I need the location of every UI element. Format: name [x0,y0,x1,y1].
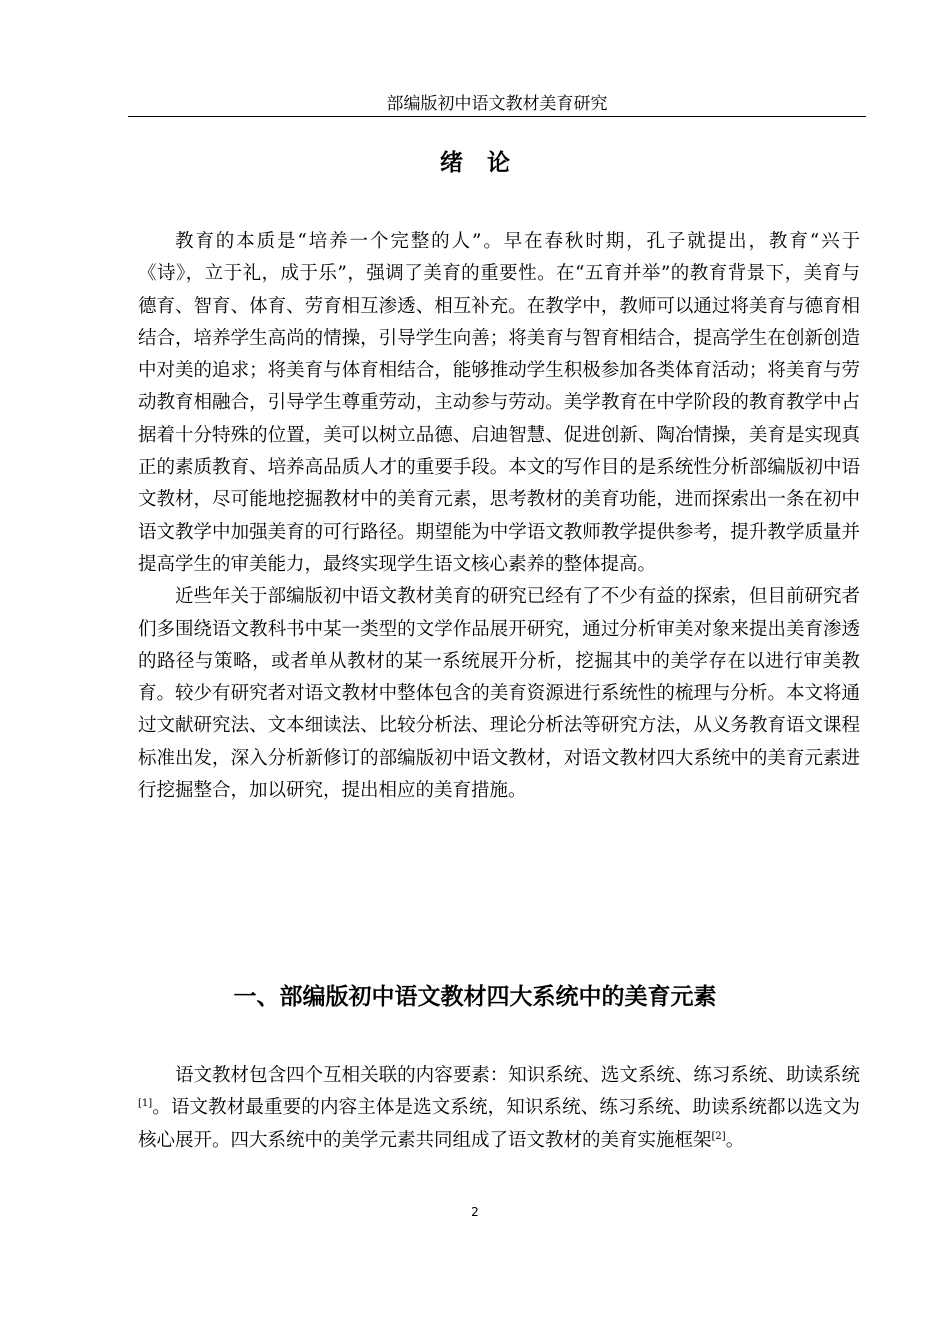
introduction-paragraph-2: 近些年关于部编版初中语文教材美育的研究已经有了不少有益的探索，但目前研究者们多围绕语文教科书中某一类型的文学作品展开研究，通过分析审美对象来提出美育渗透的路径与策略，或者单从教材的某一系统展开分析，挖掘其中的美学存在以进行审美教育。较少有研究者对语文教材中整体包含的美育资源进行系统性的梳理与分析。本文将通过文献研究法、文本细读法、比较分析法、理论分析法等研究方法，从义务教育语文课程标准出发，深入分析新修订的部编版初中语文教材，对语文教材四大系统中的美育元素进行挖掘整合，加以研究，提出相应的美育措施。 [138,586,860,802]
citation-ref-2: [2] [711,1130,726,1142]
introduction-body [138,226,860,807]
section-1-paragraph-1 [138,1060,860,1157]
paragraph-text: 语文教材包含四个互相关联的内容要素：知识系统、选文系统、练习系统、助读系统 [175,1065,860,1086]
paragraph-text: 。 [725,1129,745,1151]
running-header: 部编版初中语文教材美育研究 [128,92,866,117]
section-1-heading: 一、部编版初中语文教材四大系统中的美育元素 [233,984,717,1010]
citation-ref-1: [1] [138,1098,153,1110]
section-1-body [138,1060,860,1157]
introduction-title: 绪论 [440,150,534,176]
paragraph-text: 。语文教材最重要的内容主体是选文系统，知识系统、练习系统、助读系统都以选文为核心展开。四大系统中的美学元素共同组成了语文教材的美育实施框架 [138,1097,860,1151]
introduction-paragraph-1: 教育的本质是“培养一个完整的人”。早在春秋时期，孔子就提出，教育“兴于《诗》，立于礼，成于乐”，强调了美育的重要性。在“五育并举”的教育背景下，美育与德育、智育、体育、劳育相互渗透、相互补充。在教学中，教师可以通过将美育与德育相结合，培养学生高尚的情操，引导学生向善；将美育与智育相结合，提高学生在创新创造中对美的追求；将美育与体育相结合，能够推动学生积极参加各类体育活动；将美育与劳动教育相融合，引导学生尊重劳动，主动参与劳动。美学教育在中学阶段的教育教学中占据着十分特殊的位置，美可以树立品德、启迪智慧、促进创新、陶冶情操，美育是实现真正的素质教育、培养高品质人才的重要手段。本文的写作目的是系统性分析部编版初中语文教材，尽可能地挖掘教材中的美育元素，思考教材的美育功能，进而探索出一条在初中语文教学中加强美育的可行路径。期望能为中学语文教师教学提供参考，提升教学质量并提高学生的审美能力，最终实现学生语文核心素养的整体提高。 [138,231,860,575]
page-number: 2 [471,1205,479,1219]
